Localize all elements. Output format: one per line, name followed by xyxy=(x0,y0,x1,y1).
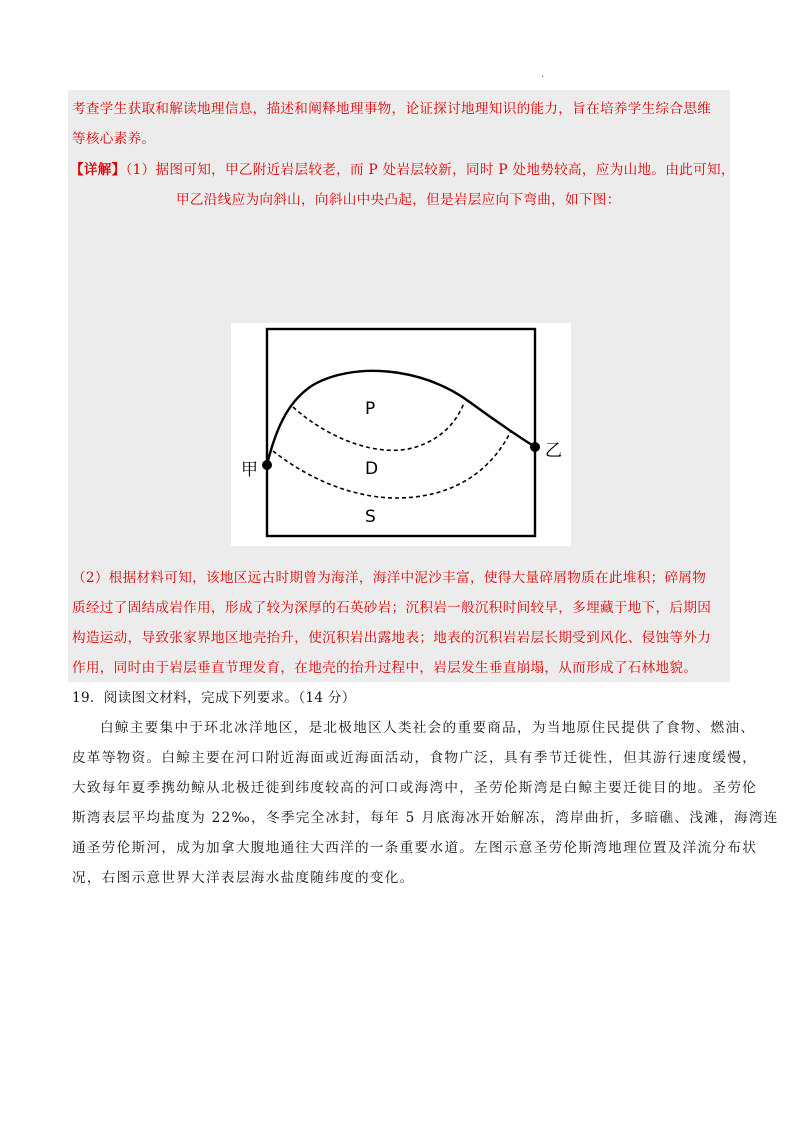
question-19-line-3: 大致每年夏季携幼鲸从北极迁徙到纬度较高的河口或海湾中，圣劳伦斯湾是白鲸主要迁徙目的地。圣劳伦 xyxy=(72,780,758,796)
page-mark: · xyxy=(541,72,545,83)
question-19-line-5: 通圣劳伦斯河，成为加拿大腹地通往大西洋的一条重要水道。左图示意圣劳伦斯湾地理位置及洋流分布状 xyxy=(72,840,758,856)
analysis-line-1: 考查学生获取和解读地理信息，描述和阐释地理事物，论证探讨地理知识的能力，旨在培养学生综合思维 xyxy=(72,101,712,117)
detail-text-1: （1）据图可知，甲乙附近岩层较老，而 P 处岩层较新，同时 P 处地势较高，应为山地。由此可知， xyxy=(125,162,735,178)
question-19-line-2: 皮革等物资。白鲸主要在河口附近海面或近海面活动，食物广泛，具有季节迁徙性，但其游行速度缓慢， xyxy=(72,750,758,766)
detail-tag: 【详解】 xyxy=(70,162,126,178)
label-jia: 甲 xyxy=(241,460,258,480)
syncline-diagram xyxy=(231,323,571,546)
question-19-title: 19．阅读图文材料，完成下列要求。（14 分） xyxy=(72,690,356,706)
part2-line-1: （2）根据材料可知，该地区远古时期曾为海洋，海洋中泥沙丰富，使得大量碎屑物质在此堆积；碎屑物 xyxy=(72,570,707,586)
detail-line-1 xyxy=(70,160,735,180)
part2-line-3: 构造运动，导致张家界地区地壳抬升，使沉积岩出露地表；地表的沉积岩岩层长期受到风化、侵蚀等外力 xyxy=(72,630,712,646)
part2-line-4: 作用，同时由于岩层垂直节理发育，在地壳的抬升过程中，岩层发生垂直崩塌，从而形成了石林地貌。 xyxy=(72,660,698,676)
label-d: D xyxy=(365,459,379,479)
question-19-line-4: 斯湾表层平均盐度为 22‰，冬季完全冰封，每年 5 月底海冰开始解冻，湾岸曲折，多暗礁、浅滩，海湾连 xyxy=(72,810,779,826)
syncline-figure xyxy=(231,323,571,546)
question-19-line-6: 况，右图示意世界大洋表层海水盐度随纬度的变化。 xyxy=(72,870,415,886)
figure-frame xyxy=(267,329,535,536)
layer-boundary-lower xyxy=(273,431,511,498)
question-19-line-1: 白鲸主要集中于环北冰洋地区，是北极地区人类社会的重要商品，为当地原住民提供了食物、燃油、 xyxy=(100,720,756,736)
label-p: P xyxy=(365,399,376,419)
point-jia-marker xyxy=(262,460,272,470)
analysis-line-2: 等核心素养。 xyxy=(72,131,156,147)
point-yi-marker xyxy=(530,442,540,452)
detail-line-2: 甲乙沿线应为向斜山，向斜山中央凸起，但是岩层应向下弯曲，如下图： xyxy=(176,192,621,208)
part2-line-2: 质经过了固结成岩作用，形成了较为深厚的石英砂岩；沉积岩一般沉积时间较早，多埋藏于地下，后期因 xyxy=(72,600,712,616)
label-yi: 乙 xyxy=(545,441,562,461)
label-s: S xyxy=(365,507,376,527)
layer-boundary-upper xyxy=(293,403,464,450)
